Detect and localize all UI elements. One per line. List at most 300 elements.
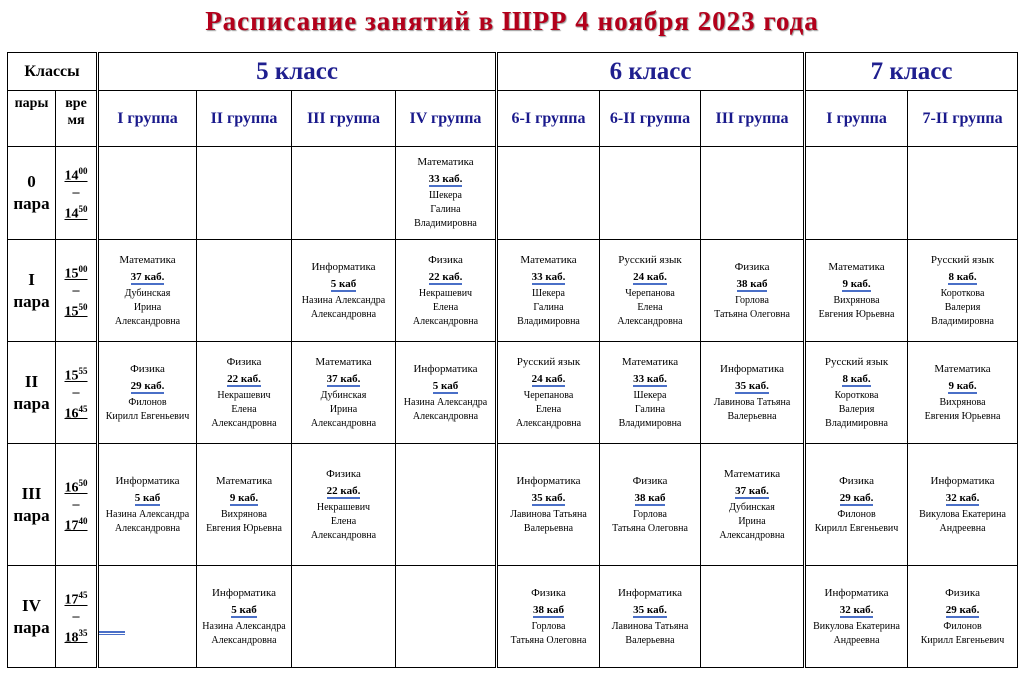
lesson: [806, 355, 907, 431]
lesson-cell: [908, 566, 1018, 668]
time-separator: –: [72, 608, 80, 624]
subject: Математика: [119, 253, 176, 266]
lesson-cell: [908, 240, 1018, 342]
teacher-line: Александровна: [412, 410, 479, 422]
lesson: [701, 260, 803, 322]
teacher-line: Александровна: [310, 417, 377, 429]
lesson: [396, 155, 495, 231]
room-number: 38 каб: [634, 491, 666, 504]
lesson-cell: [98, 444, 197, 566]
empty-lesson-cell: [908, 147, 1018, 240]
room-number: 9 каб.: [948, 379, 977, 392]
teacher-line: Валерия: [838, 403, 875, 415]
teacher-line: Ирина: [329, 403, 358, 415]
room-number: 29 каб.: [130, 379, 165, 392]
room-number: 5 каб: [432, 379, 459, 392]
teacher-line: Некрашевич: [217, 389, 271, 401]
page-title: Расписание занятий в ШРР 4 ноября 2023 года: [205, 6, 819, 36]
end-time-hours: 14: [64, 206, 79, 222]
group-header: III группа: [292, 91, 396, 147]
room: [327, 481, 361, 501]
end-time-minutes: 50: [78, 301, 88, 312]
lesson-cell: [292, 240, 396, 342]
lesson: [498, 474, 599, 536]
room: [532, 488, 566, 508]
teacher-line: Галина: [533, 301, 564, 313]
room-number: 5 каб: [134, 491, 161, 504]
empty-lesson-cell: [497, 147, 600, 240]
subject: Физика: [632, 474, 668, 487]
subject: Информатика: [516, 474, 581, 487]
room: [230, 488, 258, 508]
subject: Физика: [326, 467, 361, 480]
subject: Математика: [215, 474, 273, 487]
grade-header-row: [8, 53, 1018, 91]
lesson-cell: [197, 566, 292, 668]
teacher-line: Ирина: [738, 515, 766, 527]
empty-lesson-cell: [292, 147, 396, 240]
lesson: [498, 253, 599, 329]
group-header: 6-II группа: [600, 91, 701, 147]
start-time-minutes: 00: [78, 166, 88, 177]
lesson-cell: [197, 342, 292, 444]
grade-5-header: 5 класс: [98, 53, 497, 91]
room-number: 9 каб.: [229, 491, 259, 504]
lesson-cell: [497, 444, 600, 566]
teacher-line: Александровна: [412, 315, 479, 327]
teacher-line: Владимировна: [414, 218, 477, 229]
start-time-minutes: 00: [78, 263, 88, 274]
empty-lesson-cell: [292, 566, 396, 668]
room-number: 22 каб.: [227, 372, 261, 385]
lesson-cell: [805, 566, 908, 668]
lesson-cell: [600, 240, 701, 342]
end-time: [56, 402, 96, 422]
pair-number: 0: [27, 172, 36, 191]
lesson: [908, 253, 1017, 329]
lesson-cell: [396, 147, 497, 240]
room: [532, 369, 566, 389]
room: [533, 600, 564, 620]
room: [532, 267, 566, 287]
subject: Математика: [520, 253, 577, 266]
end-time: [56, 514, 96, 534]
pair-number-cell: [8, 147, 56, 240]
lesson: [292, 260, 395, 322]
teacher-line: Александровна: [211, 417, 277, 429]
lesson: [908, 586, 1017, 648]
teacher-line: Татьяна Олеговна: [714, 308, 790, 320]
subject: Физика: [734, 260, 770, 273]
group-header: IV группа: [396, 91, 497, 147]
pair-word: пара: [13, 291, 50, 311]
pair-word: пара: [13, 617, 50, 637]
room-number: 8 каб.: [842, 372, 871, 385]
teacher-line: Черепанова: [625, 287, 675, 299]
subject: Русский язык: [824, 355, 889, 368]
room-number: 32 каб.: [839, 603, 874, 616]
lesson-cell: [497, 342, 600, 444]
room: [948, 267, 976, 287]
pair-word: пара: [13, 194, 50, 213]
lesson: [396, 362, 495, 424]
room-number: 33 каб.: [428, 173, 463, 185]
teacher-line: Некрашевич: [316, 501, 371, 513]
lesson: [806, 474, 907, 536]
teacher-line: Вихрянова: [939, 396, 986, 408]
room: [331, 274, 356, 294]
blue-mark: [99, 631, 125, 635]
subject: Информатика: [115, 474, 180, 487]
room-number: 33 каб.: [531, 270, 566, 283]
pair-number: I: [28, 269, 35, 289]
time-separator: –: [72, 282, 80, 298]
room-number: 9 каб.: [842, 277, 871, 290]
lesson: [806, 260, 907, 322]
empty-lesson-cell: [197, 147, 292, 240]
teacher-line: Евгения Юрьевна: [818, 308, 895, 320]
pair-number-cell: [8, 240, 56, 342]
subject: Математика: [828, 260, 885, 273]
teacher-line: Елена: [637, 301, 663, 313]
room: [735, 481, 769, 501]
room-number: 32 каб.: [945, 491, 980, 504]
teacher-line: Назина Александра: [301, 294, 386, 306]
lesson: [908, 474, 1017, 536]
lesson: [701, 362, 803, 424]
end-time-hours: 17: [64, 518, 79, 534]
subject: Математика: [621, 355, 679, 368]
room-number: 5 каб: [330, 277, 357, 290]
subject: Физика: [226, 355, 262, 368]
room-number: 37 каб.: [735, 484, 769, 497]
teacher-line: Вихрянова: [833, 294, 880, 306]
start-time: [56, 588, 96, 608]
teacher-line: Евгения Юрьевна: [206, 522, 282, 534]
lesson: [498, 355, 599, 431]
subject: Русский язык: [516, 355, 581, 368]
room-number: 22 каб.: [326, 484, 361, 497]
teacher-line: Владимировна: [931, 315, 994, 327]
room: [737, 274, 768, 294]
pair-word: пара: [13, 393, 50, 413]
teacher-line: Александровна: [114, 315, 181, 327]
end-time: [56, 626, 96, 646]
lesson-cell: [805, 240, 908, 342]
lesson: [806, 586, 907, 648]
teacher-line: Филонов: [943, 620, 982, 632]
teacher-line: Татьяна Олеговна: [612, 522, 688, 534]
lesson-row: [8, 240, 1018, 342]
room: [131, 376, 165, 396]
lesson: [600, 253, 700, 329]
schedule-table: [7, 52, 1018, 668]
group-header: 6-I группа: [497, 91, 600, 147]
lesson-cell: [701, 444, 805, 566]
time-label: [56, 91, 98, 147]
teacher-line: Викулова Екатерина: [919, 508, 1006, 520]
subject: Информатика: [413, 362, 478, 375]
room: [840, 488, 874, 508]
end-time-hours: 18: [64, 630, 79, 646]
end-time-minutes: 35: [78, 627, 88, 638]
room: [946, 488, 980, 508]
lesson-cell: [805, 342, 908, 444]
teacher-line: Александровна: [617, 315, 683, 327]
room-number: 35 каб.: [531, 491, 566, 504]
lesson-cell: [98, 342, 197, 444]
start-time-hours: 15: [64, 266, 79, 282]
lesson: [197, 586, 291, 648]
teacher-line: Викулова Екатерина: [813, 620, 900, 632]
time-cell: [56, 566, 98, 668]
group-header-row: [8, 91, 1018, 147]
room-number: 38 каб: [533, 603, 564, 616]
teacher-line: Галина: [634, 403, 666, 415]
time-separator: –: [72, 384, 80, 400]
teacher-line: Елена: [432, 301, 459, 313]
pair-number: II: [24, 371, 39, 391]
room: [842, 369, 870, 389]
teacher-line: Черепанова: [523, 389, 574, 401]
end-time-minutes: 50: [78, 204, 88, 214]
teacher-line: Лавинова Татьяна: [611, 620, 689, 632]
start-time-minutes: 55: [78, 365, 88, 376]
teacher-line: Короткова: [940, 287, 985, 299]
empty-lesson-cell: [396, 444, 497, 566]
start-time: [56, 262, 96, 282]
lesson-cell: [292, 444, 396, 566]
lesson: [498, 586, 599, 648]
empty-lesson-cell: [805, 147, 908, 240]
group-header: I группа: [805, 91, 908, 147]
start-time-hours: 14: [64, 169, 79, 184]
lesson-cell: [98, 240, 197, 342]
pair-number-cell: [8, 444, 56, 566]
end-time: [56, 202, 96, 222]
lesson: [99, 474, 196, 536]
lesson-cell: [600, 444, 701, 566]
lesson-cell: [600, 566, 701, 668]
lesson-cell: [396, 240, 497, 342]
room: [327, 369, 361, 389]
time-separator: –: [72, 496, 80, 512]
teacher-line: Андреевна: [833, 634, 880, 646]
lesson: [99, 362, 196, 424]
pair-number: III: [21, 483, 42, 503]
teacher-line: Некрашевич: [418, 287, 473, 299]
room-number: 24 каб.: [531, 372, 566, 385]
grade-6-header: 6 класс: [497, 53, 805, 91]
start-time: [56, 364, 96, 384]
lesson: [197, 474, 291, 536]
end-time-minutes: 45: [78, 403, 88, 414]
teacher-line: Елена: [330, 515, 357, 527]
room: [633, 600, 667, 620]
teacher-line: Филонов: [128, 396, 167, 408]
teacher-line: Елена: [231, 403, 257, 415]
subject: Математика: [723, 467, 781, 480]
lesson-cell: [600, 342, 701, 444]
room-number: 5 каб: [231, 603, 257, 616]
teacher-line: Кирилл Евгеньевич: [920, 634, 1005, 646]
lesson: [908, 362, 1017, 424]
lesson: [600, 474, 700, 536]
subject: Математика: [417, 156, 474, 168]
lesson-cell: [701, 240, 805, 342]
empty-lesson-cell: [600, 147, 701, 240]
subject: Информатика: [211, 586, 277, 599]
teacher-line: Александровна: [515, 417, 582, 429]
subject: Математика: [934, 362, 991, 375]
teacher-line: Валерьевна: [523, 522, 574, 534]
empty-lesson-cell: [98, 566, 197, 668]
teacher-line: Дубинская: [124, 287, 171, 299]
room-number: 24 каб.: [633, 270, 667, 283]
start-time-minutes: 45: [78, 589, 88, 600]
room-number: 37 каб.: [326, 372, 361, 385]
room: [231, 600, 256, 620]
teacher-line: Валерьевна: [727, 410, 777, 422]
teacher-line: Александровна: [211, 634, 277, 646]
lesson-cell: [497, 566, 600, 668]
lesson: [99, 253, 196, 329]
empty-lesson-cell: [98, 147, 197, 240]
lesson: [600, 355, 700, 431]
room: [735, 376, 769, 396]
lesson-row: [8, 147, 1018, 240]
subject: Физика: [531, 586, 566, 599]
teacher-line: Татьяна Олеговна: [510, 634, 587, 646]
empty-lesson-cell: [396, 566, 497, 668]
time-cell: [56, 240, 98, 342]
start-time-minutes: 50: [78, 477, 88, 488]
subject: Физика: [839, 474, 874, 487]
teacher-line: Евгения Юрьевна: [924, 410, 1001, 422]
teacher-line: Галина: [430, 204, 461, 215]
start-time-hours: 15: [64, 368, 79, 384]
subject: Информатика: [930, 474, 995, 487]
teacher-line: Горлова: [735, 294, 769, 306]
start-time: [56, 164, 96, 184]
room: [946, 600, 980, 620]
lesson-cell: [701, 342, 805, 444]
start-time: [56, 476, 96, 496]
time-cell: [56, 342, 98, 444]
time-label-line2: мя: [67, 113, 85, 128]
teacher-line: Дубинская: [729, 501, 775, 513]
teacher-line: Шекера: [428, 190, 462, 201]
room: [633, 369, 667, 389]
subject: Математика: [315, 355, 372, 368]
grade-7-header: 7 класс: [805, 53, 1018, 91]
group-header: II группа: [197, 91, 292, 147]
room: [948, 376, 976, 396]
lesson-cell: [292, 342, 396, 444]
lesson: [396, 253, 495, 329]
lesson-cell: [497, 240, 600, 342]
room: [635, 488, 666, 508]
subject: Физика: [130, 362, 165, 375]
teacher-line: Ирина: [133, 301, 162, 313]
room-number: 33 каб.: [633, 372, 667, 385]
group-header: 7-II группа: [908, 91, 1018, 147]
teacher-line: Кирилл Евгеньевич: [105, 410, 190, 422]
teacher-line: Валерия: [944, 301, 981, 313]
teacher-line: Назина Александра: [403, 396, 488, 408]
pair-number-cell: [8, 566, 56, 668]
subject: Информатика: [720, 362, 785, 375]
teacher-line: Андреевна: [939, 522, 986, 534]
lesson-row: [8, 566, 1018, 668]
teacher-line: Александровна: [114, 522, 181, 534]
teacher-line: Владимировна: [618, 417, 682, 429]
teacher-line: Назина Александра: [105, 508, 190, 520]
time-label-line1: вре: [65, 96, 87, 111]
subject: Физика: [428, 253, 463, 266]
subject: Физика: [945, 586, 980, 599]
teacher-line: Шекера: [531, 287, 565, 299]
room: [227, 369, 261, 389]
time-cell: [56, 444, 98, 566]
room-number: 29 каб.: [839, 491, 874, 504]
teacher-line: Александровна: [310, 529, 377, 541]
teacher-line: Короткова: [834, 389, 879, 401]
teacher-line: Владимировна: [825, 417, 888, 429]
teacher-line: Кирилл Евгеньевич: [814, 522, 899, 534]
pair-word: пара: [13, 505, 50, 525]
empty-lesson-cell: [701, 147, 805, 240]
teacher-line: Шекера: [633, 389, 667, 401]
lesson-cell: [396, 342, 497, 444]
lesson-cell: [197, 444, 292, 566]
room: [633, 267, 667, 287]
subject: Информатика: [311, 260, 376, 273]
teacher-line: Лавинова Татьяна: [713, 396, 791, 408]
subject: Русский язык: [618, 253, 682, 266]
teacher-line: Лавинова Татьяна: [510, 508, 587, 520]
pairs-label: пары: [8, 91, 56, 147]
teacher-line: Владимировна: [517, 315, 580, 327]
group-header: III группа: [701, 91, 805, 147]
end-time-hours: 15: [64, 304, 79, 320]
room: [842, 274, 870, 294]
start-time-hours: 16: [64, 480, 79, 496]
room-number: 8 каб.: [948, 270, 977, 283]
end-time-minutes: 40: [78, 515, 88, 526]
room: [433, 376, 458, 396]
teacher-line: Дубинская: [320, 389, 367, 401]
lesson: [292, 355, 395, 431]
lesson-cell: [908, 342, 1018, 444]
pair-number: IV: [22, 595, 41, 615]
empty-lesson-cell: [197, 240, 292, 342]
lesson: [701, 467, 803, 543]
end-time: [56, 300, 96, 320]
room: [840, 600, 874, 620]
teacher-line: Горлова: [531, 620, 566, 632]
teacher-line: Елена: [535, 403, 562, 415]
time-separator: –: [72, 185, 80, 200]
classes-label: Классы: [8, 53, 98, 91]
subject: Информатика: [824, 586, 889, 599]
room: [429, 169, 463, 189]
room-number: 38 каб: [736, 277, 768, 290]
room: [131, 267, 165, 287]
room-number: 37 каб.: [130, 270, 165, 283]
subject: Информатика: [617, 586, 683, 599]
room-number: 22 каб.: [428, 270, 463, 283]
